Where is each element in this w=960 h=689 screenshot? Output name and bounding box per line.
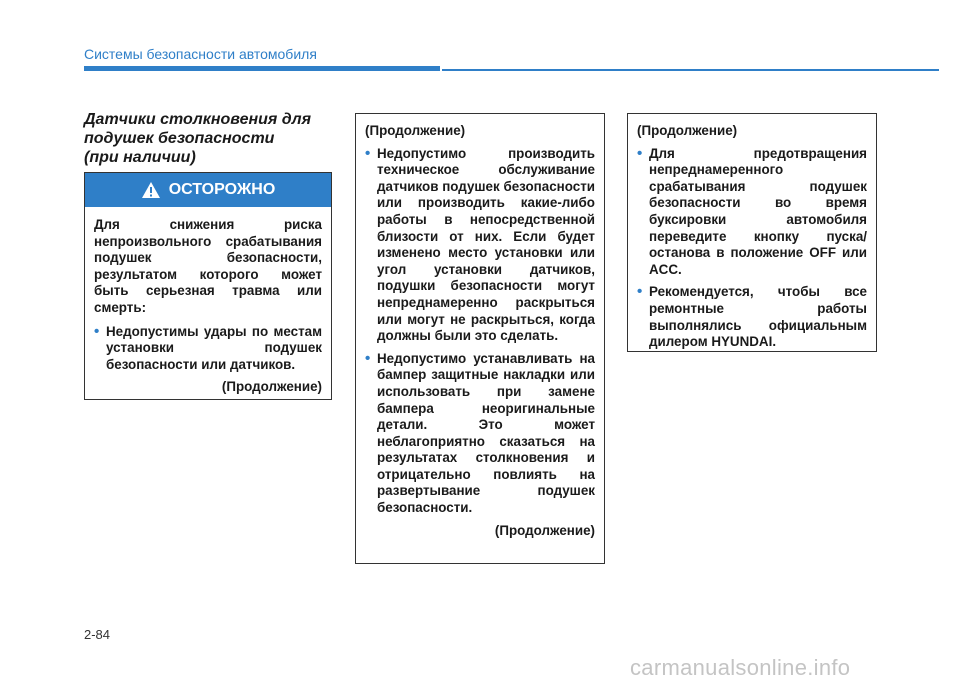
warning-box (84, 172, 332, 400)
warning-bullet (94, 324, 322, 374)
continued-bottom-label: (Продолжение) (494, 522, 595, 538)
box2-bullet-2 (365, 351, 595, 517)
heading-line-1: Датчики столкновения для (84, 111, 312, 128)
header-rule-thick (84, 66, 440, 71)
box3-bullet-2-text: Рекомендуется, чтобы все ремонтные работы выполнялись официальным дилером HYUNDAI. (649, 284, 867, 350)
bullet-dot-icon: • (637, 144, 643, 162)
box3-bullet-1 (637, 146, 867, 279)
continued-box-2 (355, 113, 605, 564)
continued-top-label: (Продолжение) (365, 123, 466, 138)
box2-bullet-2-text: Недопустимо устанавливать на бампер защитные накладки или использовать при замене бампера неоригинальные детали. Это может неблагоприятно сказаться на результатах столкновения и отрицательно повлиять на развертывание подушек безопасности. (377, 350, 595, 516)
box2-bullet-1 (365, 146, 595, 345)
box3-bullet-1-text: Для предотвращения непреднамеренного срабатывания подушек безопасности во время буксировки автомобиля переведите кнопку пуска/останова в положение OFF или ACC. (649, 145, 867, 277)
continued-box-3 (627, 113, 877, 352)
continued-top-label: (Продолжение) (637, 123, 738, 138)
warning-title: ОСТОРОЖНО (168, 181, 276, 198)
section-title: Системы безопасности автомобиля (84, 46, 317, 62)
heading-line-2: подушек безопасности (84, 130, 275, 147)
watermark: carmanualsonline.info (630, 655, 851, 680)
warning-bullet-text: Недопустимы удары по местам установки подушек безопасности или датчиков. (106, 323, 322, 372)
warning-triangle-icon (141, 181, 161, 199)
page-heading (84, 110, 334, 167)
warning-intro: Для снижения риска непроизвольного срабатывания подушек безопасности, результатом которого может быть серьезная травма или смерть: (94, 217, 322, 315)
bullet-dot-icon: • (94, 322, 100, 340)
header-rule-thin (442, 69, 939, 71)
heading-line-3: (при наличии) (84, 149, 196, 166)
bullet-dot-icon: • (365, 144, 371, 162)
warning-body (85, 207, 331, 404)
box2-bullet-1-text: Недопустимо производить техническое обслуживание датчиков подушек безопасности или производить какие-либо работы в непосредственной близости от них. Если будет изменено место установки или угол установки датчиков, подушки безопасности могут непреднамеренно раскрыться или могут не раскрыться, когда должны были это сделать. (377, 145, 595, 344)
bullet-dot-icon: • (637, 283, 643, 301)
bullet-dot-icon: • (365, 349, 371, 367)
box2-body (356, 114, 604, 547)
page-number: 2-84 (84, 627, 111, 642)
continued-label: (Продолжение) (221, 379, 322, 395)
warning-header (85, 173, 331, 207)
box3-bullet-2 (637, 284, 867, 350)
box3-body (628, 114, 876, 359)
